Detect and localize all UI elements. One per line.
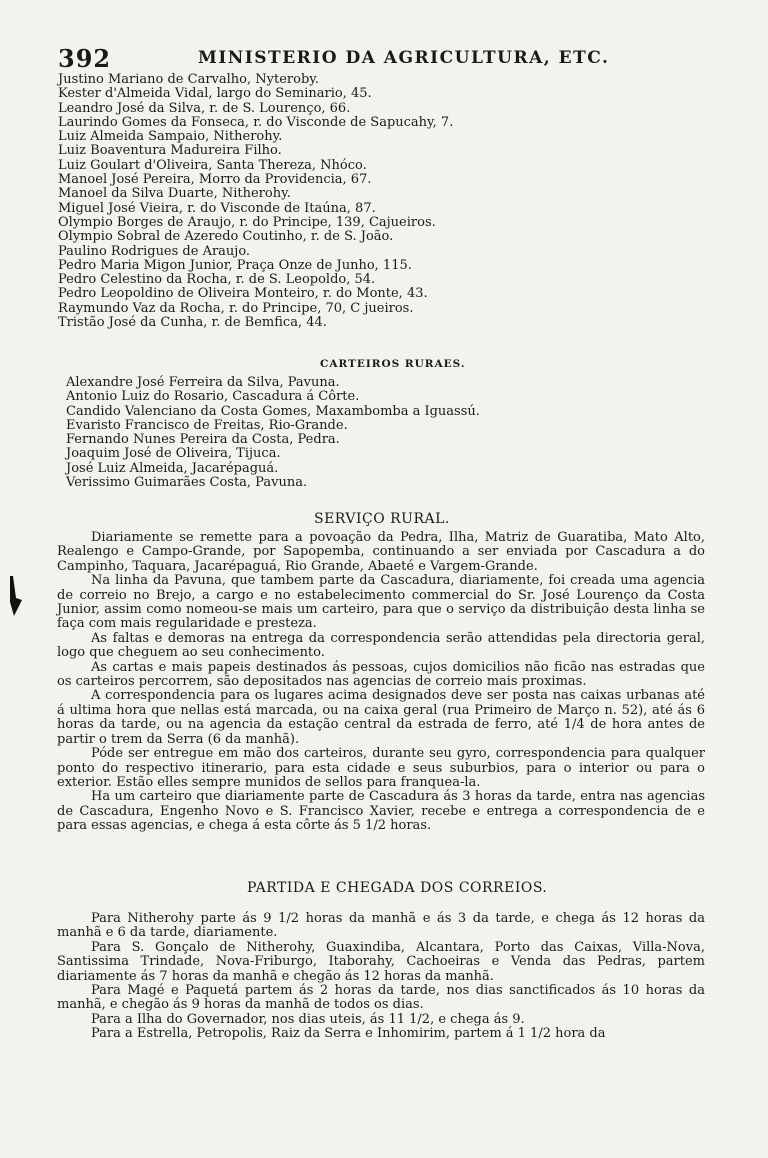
- list-item: Laurindo Gomes da Fonseca, r. do Visconde de Sapucahy, 7.: [58, 114, 454, 130]
- paragraph: Ha um carteiro que diariamente parte de Cascadura ás 3 horas da tarde, entra nas agencias de Cascadura, Engenho Novo e S. Francisco Xavier, recebe e entrega a correspondencia de e para essas agencias, e chega á esta côrte ás 5 1/2 horas.: [57, 789, 705, 834]
- list-item: Luiz Boaventura Madureira Filho.: [58, 143, 282, 159]
- list-item: Evaristo Francisco de Freitas, Rio-Grande.: [66, 417, 348, 433]
- list-item: Verissimo Guimarães Costa, Pavuna.: [66, 475, 308, 491]
- paragraph: Póde ser entregue em mão dos carteiros, durante seu gyro, correspondencia para qualquer ponto do respectivo itinerario, para esta cidade e seus suburbios, para o interior ou para o exterior. Estão elles sempre munidos de sellos para franquea-la.: [57, 746, 705, 790]
- carteiros-list: [58, 73, 718, 330]
- paragraph: A correspondencia para os lugares acima designados deve ser posta nas caixas urbanas até á ultima hora que nellas está marcada, ou na caixa geral (rua Primeiro de Março n. 52), até ás 6 horas da tarde, ou na agencia da estação central da estrada de ferro, até 1/4 de hora antes de partir o trem da Serra (6 da manhã).: [57, 688, 705, 747]
- margin-arrow-icon: [4, 574, 26, 618]
- list-item: Candido Valenciano da Costa Gomes, Maxambomba a Iguassú.: [66, 403, 480, 419]
- list-item: Olympio Sobral de Azeredo Coutinho, r. de S. João.: [58, 229, 394, 245]
- section-heading-carteiros-rurais: CARTEIROS RURAES.: [320, 358, 466, 370]
- page-header: [58, 44, 718, 73]
- paragraph: As cartas e mais papeis destinados ás pessoas, cujos domicilios não ficão nas estradas que os carteiros percorrem, são depositados nas agencias de correio mais proximas.: [57, 659, 705, 690]
- list-item: Alexandre José Ferreira da Silva, Pavuna.: [66, 375, 340, 390]
- partida-chegada-body: [57, 912, 705, 1042]
- list-item: José Luiz Almeida, Jacarépaguá.: [66, 460, 279, 476]
- section-heading-partida-chegada: PARTIDA E CHEGADA DOS CORREIOS.: [247, 880, 548, 896]
- list-item: Olympio Borges de Araujo, r. do Principe, 139, Cajueiros.: [58, 214, 436, 230]
- paragraph: Para S. Gonçalo de Nitherohy, Guaxindiba, Alcantara, Porto das Caixas, Villa-Nova, Santissima Trindade, Nova-Friburgo, Itaborahy, Cachoeiras e Venda das Pedras, partem diariamente ás 7 horas da manhã e chegão ás 12 horas da manhã.: [57, 939, 705, 984]
- page-number: 392: [58, 44, 112, 73]
- paragraph: Para Magé e Paquetá partem ás 2 horas da tarde, nos dias sanctificados ás 10 horas da manhã, e chegão ás 9 horas da manhã de todos os dias.: [57, 983, 705, 1013]
- list-item: Luiz Almeida Sampaio, Nitherohy.: [58, 129, 283, 145]
- list-item: Pedro Leopoldino de Oliveira Monteiro, r. do Monte, 43.: [58, 286, 428, 302]
- list-item: Pedro Celestino da Rocha, r. de S. Leopoldo, 54.: [58, 272, 376, 288]
- list-item: Miguel José Vieira, r. do Visconde de Itaúna, 87.: [58, 200, 376, 216]
- paragraph: As faltas e demoras na entrega da correspondencia serão attendidas pela directoria geral, logo que cheguem ao seu conhecimento.: [57, 630, 705, 661]
- list-item: Justino Mariano de Carvalho, Nyteroby.: [58, 72, 320, 87]
- section-heading-servico-rural: SERVIÇO RURAL.: [314, 511, 450, 527]
- list-item: Luiz Goulart d'Oliveira, Santa Thereza, Nhóco.: [58, 157, 367, 173]
- list-item: Paulino Rodrigues de Araujo.: [58, 243, 251, 259]
- carteiros-rurais-list: [66, 376, 716, 490]
- paragraph: Para a Estrella, Petropolis, Raiz da Serra e Inhomirim, partem á 1 1/2 hora da: [91, 1026, 606, 1042]
- list-item: Raymundo Vaz da Rocha, r. do Principe, 70, C jueiros.: [58, 300, 414, 316]
- paragraph: Para a Ilha do Governador, nos dias uteis, ás 11 1/2, e chega ás 9.: [91, 1011, 525, 1027]
- list-item: Pedro Maria Migon Junior, Praça Onze de Junho, 115.: [58, 257, 412, 273]
- list-item: Tristão José da Cunha, r. de Bemfica, 44.: [58, 315, 327, 331]
- list-item: Manoel da Silva Duarte, Nitherohy.: [58, 186, 291, 202]
- running-head: MINISTERIO DA AGRICULTURA, ETC.: [198, 48, 610, 68]
- paragraph: Diariamente se remette para a povoação da Pedra, Ilha, Matriz de Guaratiba, Mato Alto, Realengo e Campo-Grande, por Sapopemba, continuando a ser enviada por Cascadura a do Campinho, Taquara, Jacarépaguá, Rio Grande, Abaeté e Vargem-Grande.: [57, 530, 705, 574]
- list-item: Joaquim José de Oliveira, Tijuca.: [66, 446, 281, 462]
- list-item: Manoel José Pereira, Morro da Providencia, 67.: [58, 172, 372, 188]
- paragraph: Para Nitherohy parte ás 9 1/2 horas da manhã e ás 3 da tarde, e chega ás 12 horas da manhã e 6 da tarde, diariamente.: [57, 911, 705, 941]
- list-item: Kester d'Almeida Vidal, largo do Seminario, 45.: [58, 86, 372, 102]
- list-item: Fernando Nunes Pereira da Costa, Pedra.: [66, 432, 340, 448]
- list-item: Antonio Luiz do Rosario, Cascadura á Côrte.: [66, 389, 360, 405]
- list-item: Leandro José da Silva, r. de S. Lourenço, 66.: [58, 100, 351, 116]
- paragraph: Na linha da Pavuna, que tambem parte da Cascadura, diariamente, foi creada uma agencia de correio no Brejo, a cargo e no estabelecimento commercial do Sr. José Lourenço da Costa Junior, assim como nomeou-se mais um carteiro, para que o serviço da distribuição desta linha se faça com mais regularidade e presteza.: [57, 573, 705, 632]
- servico-rural-body: [57, 531, 705, 834]
